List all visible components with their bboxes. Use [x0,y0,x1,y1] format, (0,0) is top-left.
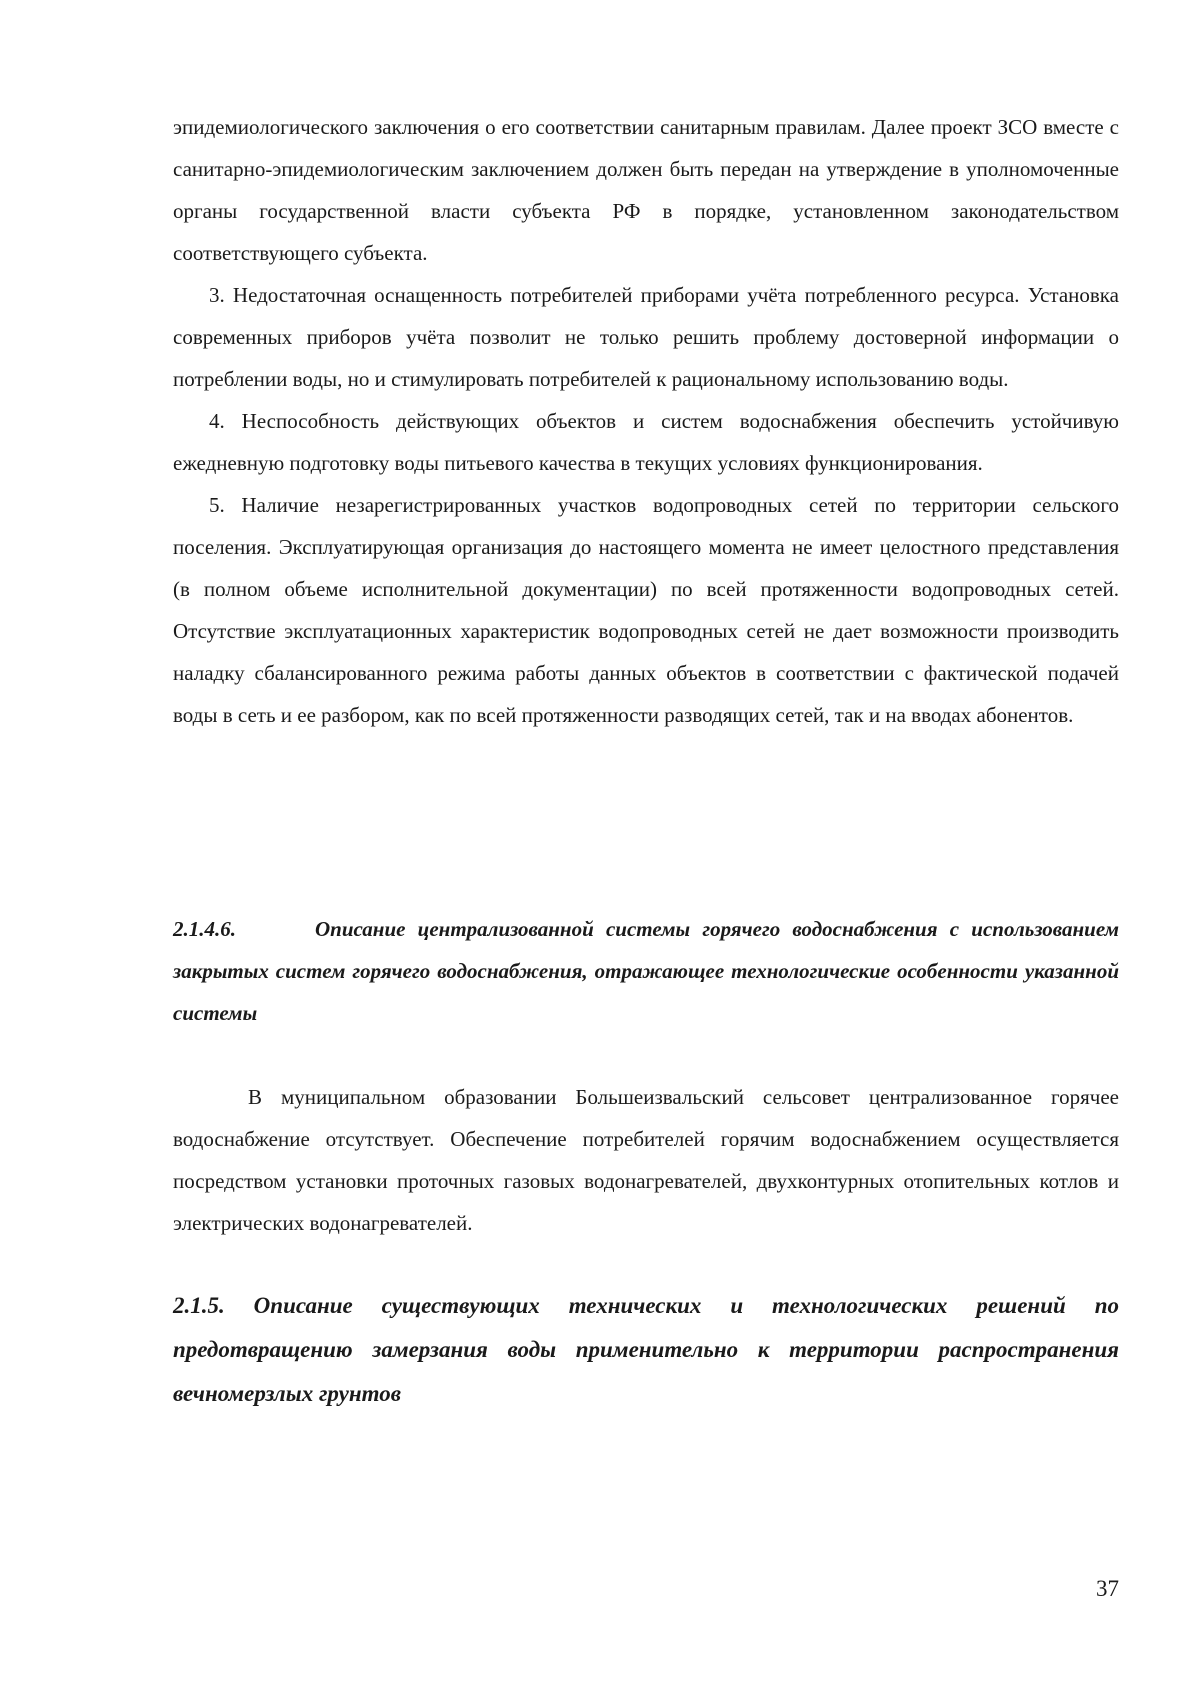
hot-water-section [173,1076,1119,1244]
paragraph-item-3: 3. Недостаточная оснащенность потребителей приборами учёта потребленного ресурса. Установка современных приборов учёта позволит не только решить проблему достоверной информации о потреблении воды, но и стимулировать потребителей к рациональному использованию воды. [173,283,1119,391]
body-text-section [173,106,1119,736]
paragraph-zso-approval: эпидемиологического заключения о его соответствии санитарным правилам. Далее проект ЗСО вместе с санитарно-эпидемиологическим заключением должен быть передан на утверждение в уполномоченные органы государственной власти субъекта РФ в порядке, установленном законодательством соответствующего субъекта. [173,115,1119,265]
section-heading-2-1-4-6 [173,908,1119,1034]
section-title: Описание централизованной системы горячего водоснабжения с использованием закрытых систем горячего водоснабжения, отражающее технологические особенности указанной системы [173,917,1119,1025]
paragraph-hot-water: В муниципальном образовании Большеизвальский сельсовет централизованное горячее водоснабжение отсутствует. Обеспечение потребителей горячим водоснабжением осуществляется посредством установки проточных газовых водонагревателей, двухконтурных отопительных котлов и электрических водонагревателей. [173,1085,1119,1235]
page-number: 37 [1096,1576,1119,1601]
section-number: 2.1.4.6. [173,917,236,941]
paragraph-item-5: 5. Наличие незарегистрированных участков водопроводных сетей по территории сельского поселения. Эксплуатирующая организация до настоящего момента не имеет целостного представления (в полном объеме исполнительной документации) по всей протяженности водопроводных сетей. Отсутствие эксплуатационных характеристик водопроводных сетей не дает возможности производить наладку сбалансированного режима работы данных объектов в соответствии с фактической подачей воды в сеть и ее разбором, как по всей протяженности разводящих сетей, так и на вводах абонентов. [173,493,1119,727]
paragraph-item-4: 4. Неспособность действующих объектов и систем водоснабжения обеспечить устойчивую ежедневную подготовку воды питьевого качества в текущих условиях функционирования. [173,409,1119,475]
section-heading-2-1-5: 2.1.5. Описание существующих технических и технологических решений по предотвращению замерзания воды применительно к территории распространения вечномерзлых грунтов [173,1293,1119,1406]
